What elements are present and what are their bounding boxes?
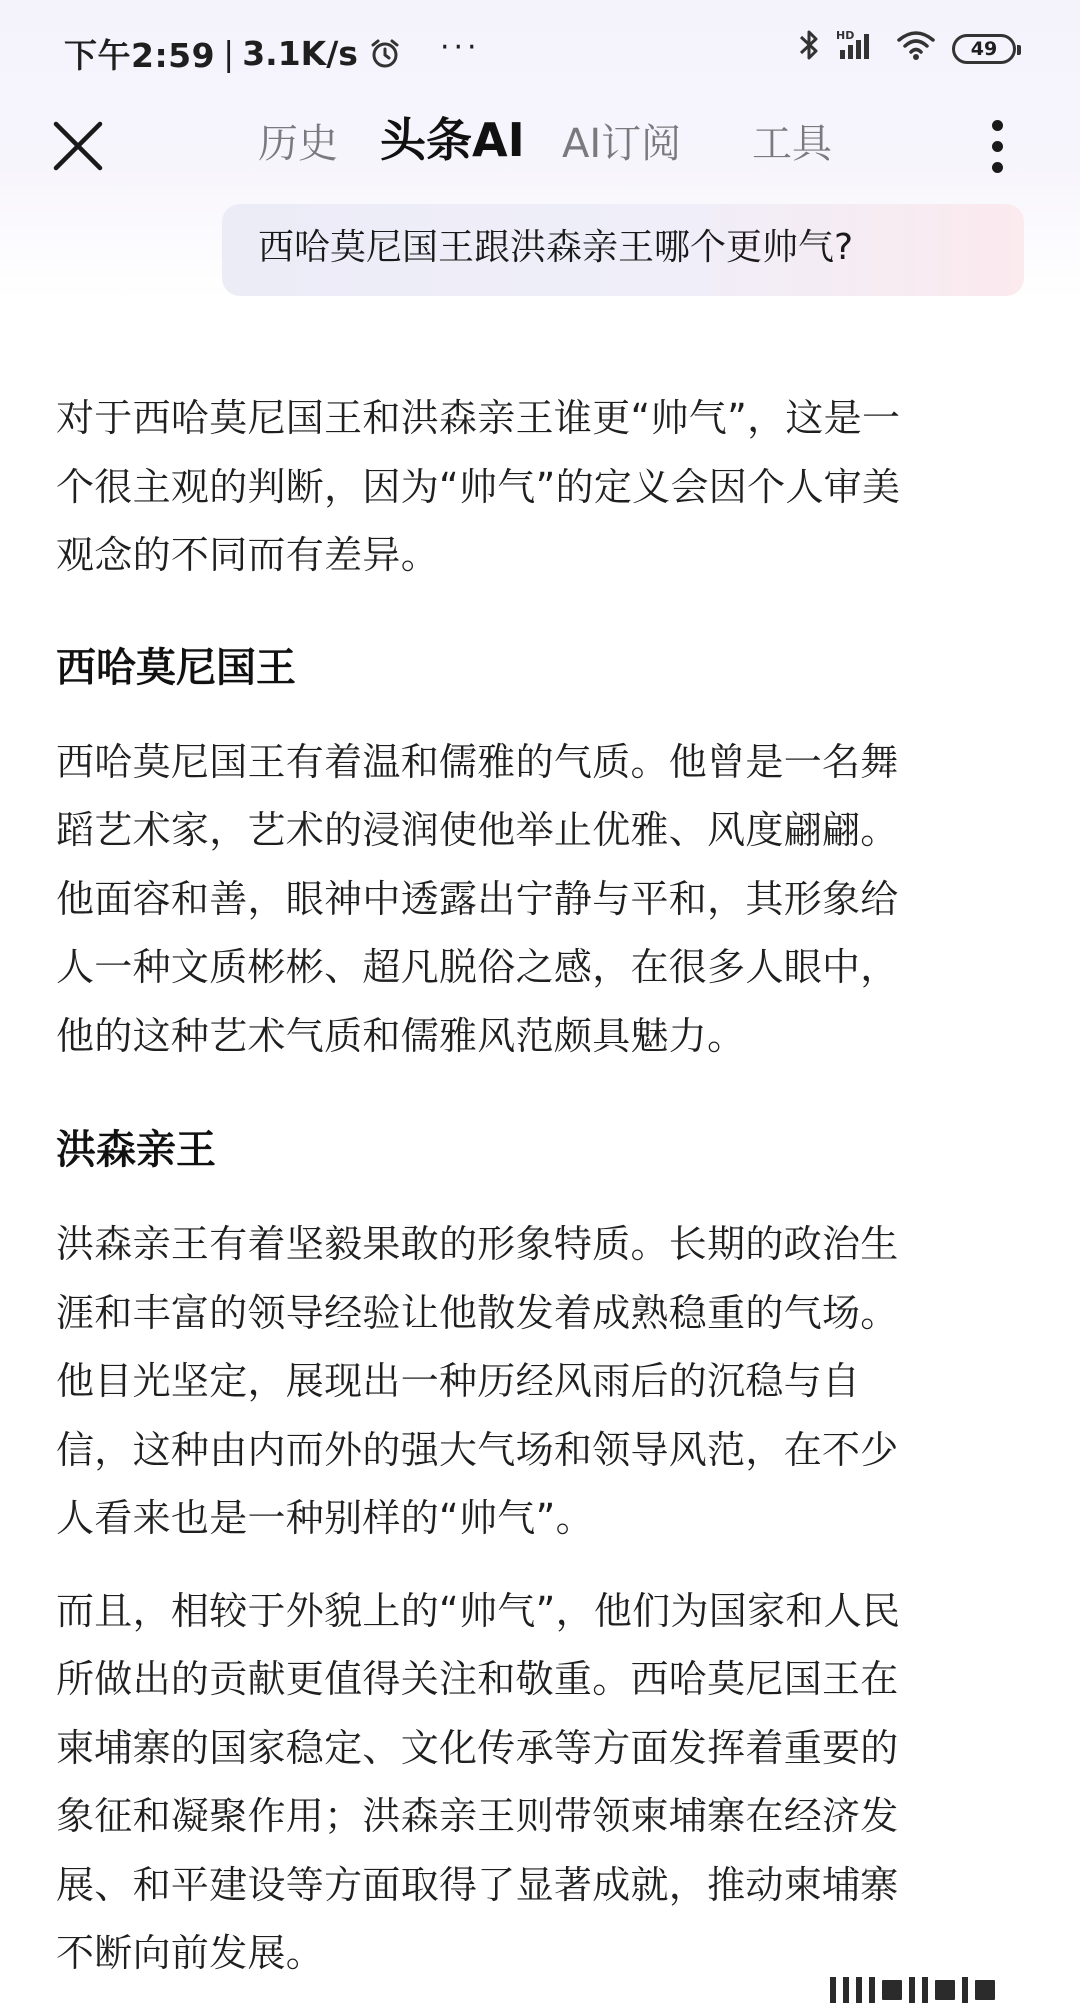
user-question-bubble: 西哈莫尼国王跟洪森亲王哪个更帅气? bbox=[222, 204, 1024, 296]
svg-text:HD: HD bbox=[836, 29, 855, 42]
hd-signal-icon bbox=[836, 28, 880, 70]
answer-line: 对于西哈莫尼国王和洪森亲王谁更“帅气”，这是一 bbox=[56, 396, 901, 440]
close-icon bbox=[50, 118, 106, 174]
wifi-icon bbox=[896, 28, 936, 70]
answer-line: 象征和凝聚作用；洪森亲王则带领柬埔寨在经济发 bbox=[56, 1794, 899, 1838]
status-left bbox=[64, 30, 481, 77]
section-title-hunsen: 洪森亲王 bbox=[56, 1127, 216, 1173]
battery-level: 49 bbox=[970, 38, 998, 60]
answer-line: 他面容和善，眼神中透露出宁静与平和，其形象给 bbox=[56, 876, 899, 921]
answer-line: 不断向前发展。 bbox=[56, 1931, 325, 1975]
answer-line: 展、和平建设等方面取得了显著成就，推动柬埔寨 bbox=[56, 1862, 899, 1907]
ai-answer bbox=[56, 384, 1016, 1988]
answer-line: 信，这种由内而外的强大气场和领导风范，在不少 bbox=[56, 1427, 899, 1472]
section-title-sihamoni: 西哈莫尼国王 bbox=[56, 644, 296, 691]
status-bar bbox=[0, 22, 1080, 78]
battery-icon bbox=[952, 34, 1016, 64]
watermark-logo bbox=[828, 1975, 997, 2005]
top-nav bbox=[0, 104, 1080, 186]
answer-intro bbox=[56, 384, 1016, 590]
tab-toutiao-ai[interactable]: 头条AI bbox=[380, 113, 525, 167]
section-body-sihamoni bbox=[56, 728, 1016, 1071]
tab-tools[interactable]: 工具 bbox=[752, 121, 832, 167]
answer-line: 个很主观的判断，因为“帅气”的定义会因个人审美 bbox=[56, 464, 901, 509]
status-right bbox=[798, 28, 1016, 70]
answer-line: 涯和丰富的领导经验让他散发着成熟稳重的气场。 bbox=[56, 1290, 899, 1335]
answer-line: 西哈莫尼国王有着温和儒雅的气质。他曾是一名舞 bbox=[56, 739, 899, 784]
answer-line: 所做出的贡献更值得关注和敬重。西哈莫尼国王在 bbox=[56, 1657, 899, 1701]
answer-line: 他目光坚定，展现出一种历经风雨后的沉稳与自 bbox=[56, 1359, 861, 1403]
section-body-hunsen bbox=[56, 1210, 1016, 1553]
answer-line: 而且，相较于外貌上的“帅气”，他们为国家和人民 bbox=[56, 1588, 901, 1633]
answer-line: 柬埔寨的国家稳定、文化传承等方面发挥着重要的 bbox=[56, 1725, 899, 1770]
answer-line: 洪森亲王有着坚毅果敢的形象特质。长期的政治生 bbox=[56, 1222, 899, 1266]
more-notifications-dots: ··· bbox=[439, 30, 481, 65]
answer-line: 观念的不同而有差异。 bbox=[56, 533, 440, 577]
answer-line: 人看来也是一种别样的“帅气”。 bbox=[56, 1496, 594, 1540]
bluetooth-icon bbox=[798, 28, 820, 70]
answer-conclusion bbox=[56, 1577, 1016, 1988]
answer-line: 他的这种艺术气质和儒雅风范颇具魅力。 bbox=[56, 1013, 746, 1058]
tab-ai-subscription[interactable]: AI订阅 bbox=[562, 121, 682, 167]
close-button[interactable] bbox=[50, 118, 106, 174]
network-speed: 3.1K/s bbox=[242, 34, 358, 73]
answer-line: 蹈艺术家，艺术的浸润使他举止优雅、风度翩翩。 bbox=[56, 808, 899, 852]
more-vertical-icon[interactable] bbox=[988, 116, 1008, 178]
tab-history[interactable]: 历史 bbox=[258, 121, 338, 167]
alarm-icon bbox=[368, 37, 402, 71]
status-separator: | bbox=[223, 34, 235, 73]
status-time: 下午2:59 bbox=[64, 36, 216, 75]
answer-line: 人一种文质彬彬、超凡脱俗之感，在很多人眼中， bbox=[56, 945, 899, 989]
